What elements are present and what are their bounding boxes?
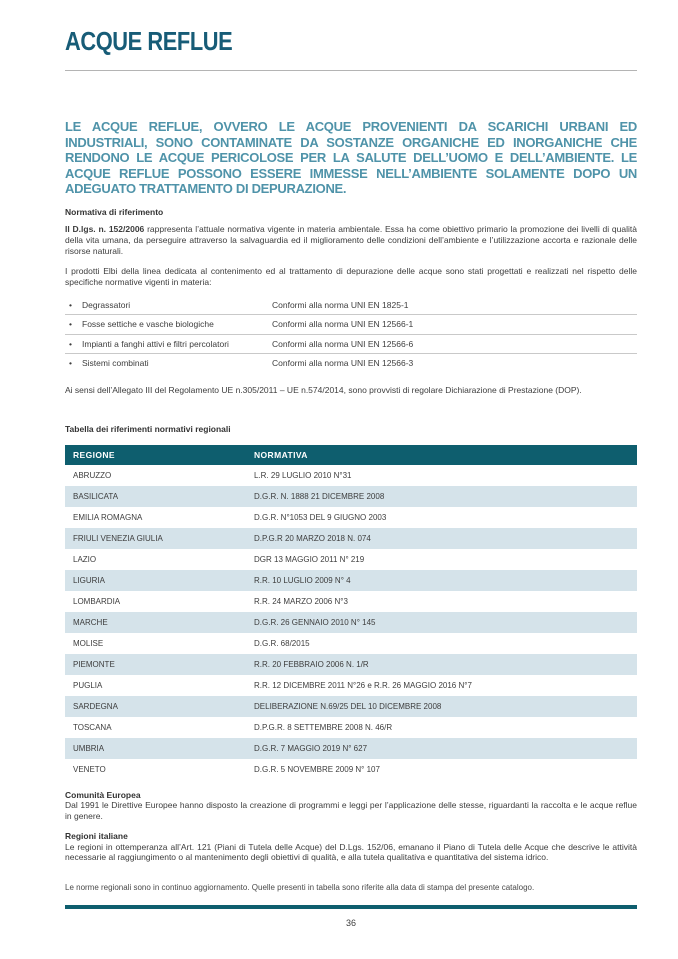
table-row — [65, 612, 637, 633]
region-cell: BASILICATA — [65, 486, 246, 507]
region-cell: LIGURIA — [65, 570, 246, 591]
region-cell: LAZIO — [73, 554, 97, 564]
decree-reference: Il D.lgs. n. 152/2006 — [65, 223, 145, 234]
title-divider — [65, 70, 637, 71]
region-cell: SARDEGNA — [65, 696, 246, 717]
table-row — [65, 654, 637, 675]
section-heading-comunita-europea: Comunità Europea — [65, 789, 141, 800]
table-row — [65, 696, 637, 717]
region-cell: UMBRIA — [65, 738, 246, 759]
norm-list — [65, 296, 637, 373]
product-name: Fosse settiche e vasche biologiche — [82, 319, 214, 329]
product-name: Degrassatori — [82, 299, 131, 310]
normativa-paragraph-1-text: rappresenta l’attuale normativa vigente in materia ambientale. Essa ha come obiettivo primario la promozione dei livelli di qualità della vita umana, da perseguire attraverso la salvaguardia ed il miglioramento delle condizioni dell’ambiente e l’utilizzazione accorta e razionale delle risorse naturali. — [65, 223, 637, 256]
norm-cell: D.G.R. N. 1888 21 DICEMBRE 2008 — [246, 486, 637, 507]
list-item — [65, 315, 637, 335]
norm-cell: D.G.R. 5 NOVEMBRE 2009 N° 107 — [254, 764, 380, 774]
norm-cell: D.G.R. 26 GENNAIO 2010 N° 145 — [246, 612, 637, 633]
norm-cell: D.G.R. 68/2015 — [254, 638, 310, 648]
table-row — [65, 570, 637, 591]
table-row — [65, 549, 637, 570]
region-cell: MARCHE — [65, 612, 246, 633]
region-cell: LOMBARDIA — [73, 596, 121, 606]
table-row — [65, 675, 637, 696]
page-number: 36 — [345, 917, 356, 928]
table-body — [65, 465, 637, 780]
region-cell: EMILIA ROMAGNA — [73, 512, 143, 522]
norm-cell: D.G.R. 7 MAGGIO 2019 N° 627 — [246, 738, 637, 759]
region-cell: MOLISE — [73, 638, 104, 648]
table-row — [65, 738, 637, 759]
norm-cell: D.P.G.R. 8 SETTEMBRE 2008 N. 46/R — [254, 722, 393, 732]
region-cell: ABRUZZO — [73, 470, 112, 480]
product-name: Impianti a fanghi attivi e filtri percolatori — [82, 338, 229, 349]
region-cell: FRIULI VENEZIA GIULIA — [65, 528, 246, 549]
footer-bar — [65, 905, 637, 909]
table-heading: Tabella dei riferimenti normativi regionali — [65, 423, 231, 434]
table-row — [65, 528, 637, 549]
region-cell: PIEMONTE — [65, 654, 246, 675]
region-cell: TOSCANA — [73, 722, 112, 732]
region-cell: PUGLIA — [73, 680, 103, 690]
table-row — [65, 486, 637, 507]
list-item — [65, 354, 637, 373]
normativa-paragraph-1 — [65, 224, 637, 257]
regional-norms-table — [65, 445, 637, 780]
list-item — [65, 335, 637, 355]
norm-cell: R.R. 10 LUGLIO 2009 N° 4 — [246, 570, 637, 591]
intro-paragraph: LE ACQUE REFLUE, OVVERO LE ACQUE PROVENIENTI DA SCARICHI URBANI ED INDUSTRIALI, SONO CONTAMINATE DA SOSTANZE ORGANICHE ED INORGANICHE CHE RENDONO LE ACQUE PERICOLOSE PER LA SALUTE DELL’UOMO E DELL’AMBIENTE. LE ACQUE REFLUE POSSONO ESSERE IMMESSE NELL’AMBIENTE SOLAMENTE DOPO UN ADEGUATO TRATTAMENTO DI DEPURAZIONE. — [65, 119, 637, 196]
table-row — [65, 759, 637, 780]
norm-cell: DGR 13 MAGGIO 2011 N° 219 — [254, 554, 365, 564]
normativa-paragraph-2: I prodotti Elbi della linea dedicata al contenimento ed al trattamento di depurazione delle acque sono stati progettati e realizzati nel rispetto delle specifiche normative vigenti in materia: — [65, 265, 637, 287]
table-row — [65, 591, 637, 612]
bullet-icon: • — [69, 299, 72, 310]
norm-cell: L.R. 29 LUGLIO 2010 N°31 — [254, 470, 352, 480]
table-row — [65, 465, 637, 486]
section-heading-regioni-italiane: Regioni italiane — [65, 831, 128, 841]
norm-cell: D.P.G.R 20 MARZO 2018 N. 074 — [246, 528, 637, 549]
norm-cell: R.R. 12 DICEMBRE 2011 N°26 e R.R. 26 MAGGIO 2016 N°7 — [254, 680, 472, 690]
normativa-heading: Normativa di riferimento — [65, 206, 164, 217]
table-row — [65, 633, 637, 654]
norm-reference: Conformi alla norma UNI EN 1825-1 — [272, 299, 409, 310]
section-text-regioni-italiane: Le regioni in ottemperanza all’Art. 121 (Piani di Tutela delle Acque) del D.Lgs. 152/06, emanano il Piano di Tutela delle Acque che descrive le attività necessarie al raggiungimento o al mantenimento degli obiettivi di qualità, e alla tutela qualitativa e quantitativa del sistema idrico. — [65, 841, 637, 862]
table-head — [65, 445, 637, 465]
bullet-icon: • — [69, 358, 72, 368]
norm-cell: D.G.R. N°1053 DEL 9 GIUGNO 2003 — [254, 512, 387, 522]
norm-reference: Conformi alla norma UNI EN 12566-1 — [272, 319, 414, 329]
bullet-icon: • — [69, 319, 72, 329]
region-cell: VENETO — [73, 764, 106, 774]
table-header-row — [65, 445, 637, 465]
bullet-icon: • — [69, 338, 72, 349]
norm-cell: DELIBERAZIONE N.69/25 DEL 10 DICEMBRE 2008 — [246, 696, 637, 717]
footer-note: Le norme regionali sono in continuo aggiornamento. Quelle presenti in tabella sono riferite alla data di stampa del presente catalogo. — [65, 882, 535, 892]
norm-cell: R.R. 20 FEBBRAIO 2006 N. 1/R — [246, 654, 637, 675]
column-header-normativa: NORMATIVA — [246, 445, 637, 465]
page-title: ACQUE REFLUE — [65, 26, 233, 56]
product-name: Sistemi combinati — [82, 358, 149, 368]
norm-cell: R.R. 24 MARZO 2006 N°3 — [254, 596, 348, 606]
list-item — [65, 296, 637, 316]
table-row — [65, 507, 637, 528]
dop-note: Ai sensi dell’Allegato III del Regolamento UE n.305/2011 – UE n.574/2014, sono provvisti di regolare Dichiarazione di Prestazione (DOP). — [65, 384, 582, 395]
norm-reference: Conformi alla norma UNI EN 12566-6 — [272, 338, 414, 349]
norm-reference: Conformi alla norma UNI EN 12566-3 — [272, 358, 414, 368]
table-row — [65, 717, 637, 738]
section-text-comunita-europea: Dal 1991 le Direttive Europee hanno disposto la creazione di programmi e leggi per l’applicazione delle stesse, riguardanti la raccolta e le acque reflue in genere. — [65, 800, 637, 821]
column-header-regione: REGIONE — [65, 445, 246, 465]
